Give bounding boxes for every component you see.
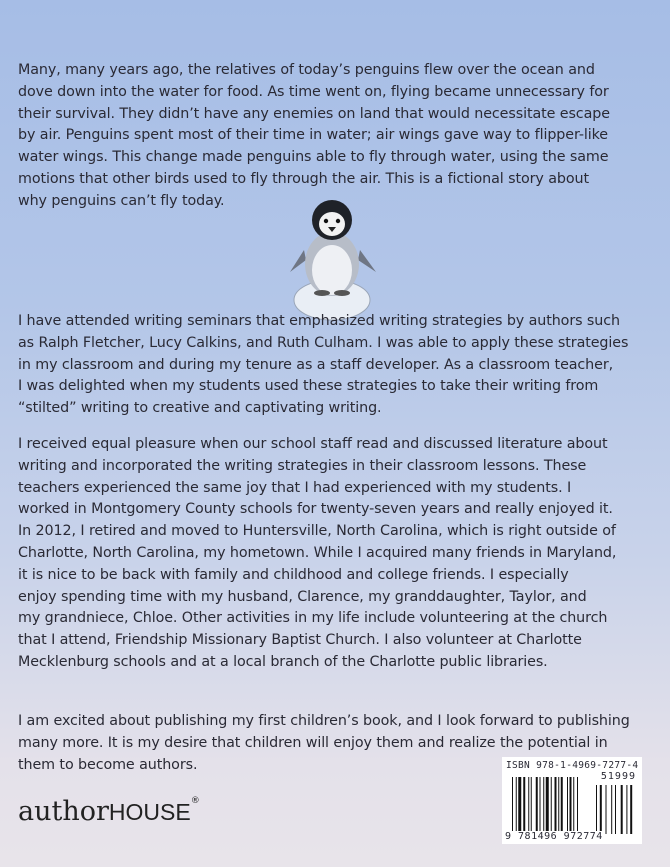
penguin-illustration: [282, 192, 382, 324]
barcode-bar: [577, 777, 578, 834]
text-line: in my classroom and during my tenure as a staff developer. As a classroom teacher,: [18, 356, 614, 373]
text-line: worked in Montgomery County schools for twenty-seven years and really enjoyed it.: [18, 501, 613, 518]
isbn-barcode: [502, 757, 642, 844]
barcode-bar: [516, 777, 517, 834]
text-line: I have attended writing seminars that emphasized writing strategies by authors such: [18, 313, 620, 329]
barcode-bar: [570, 777, 572, 834]
text-line: water wings. This change made penguins able to fly through water, using the same: [18, 149, 609, 166]
text-line: Mecklenburg schools and at a local branch of the Charlotte public libraries.: [18, 653, 548, 670]
barcode-bar: [531, 777, 532, 834]
publisher-logo: [18, 793, 200, 827]
barcode-bar: [546, 777, 549, 834]
text-line: I was delighted when my students used these strategies to take their writing from: [18, 378, 599, 395]
text-line: I am excited about publishing my first children’s book, and I look forward to publishing: [18, 713, 630, 729]
price-code: 51999: [600, 771, 636, 782]
barcode-bar: [567, 777, 568, 834]
text-line: “stilted” writing to creative and captivating writing.: [18, 400, 382, 417]
text-line: it is nice to be back with family and childhood and college friends. I especially: [18, 566, 569, 583]
barcode-bar: [551, 777, 552, 834]
isbn-text: ISBN 978-1-4969-7277-4: [506, 760, 639, 771]
text-line: them to become authors.: [18, 756, 198, 773]
logo-text-house: HOUSE: [108, 799, 191, 825]
text-line: that I attend, Friendship Missionary Baptist Church. I also volunteer at Charlotte: [18, 632, 582, 649]
barcode-bar: [596, 785, 597, 834]
ean-number: 9 781496 972774: [505, 831, 603, 842]
barcode-bar: [611, 785, 612, 834]
barcode-bar: [523, 777, 525, 834]
text-line: as Ralph Fletcher, Lucy Calkins, and Ruth Culham. I was able to apply these strategies: [18, 334, 629, 351]
barcode-bar: [600, 785, 602, 834]
barcode-bar: [561, 777, 563, 834]
barcode-bar: [555, 777, 557, 834]
text-line: by air. Penguins spent most of their time in water; air wings gave way to flipper-like: [18, 127, 609, 144]
logo-text-author: author: [18, 796, 109, 827]
text-line: Many, many years ago, the relatives of today’s penguins flew over the ocean and: [18, 62, 595, 78]
text-line: teachers experienced the same joy that I had experienced with my students. I: [18, 479, 572, 496]
barcode-bar: [558, 777, 559, 834]
text-line: many more. It is my desire that children will enjoy them and realize the potential in: [18, 734, 608, 751]
intro-paragraph: [18, 60, 610, 213]
barcode-bar: [543, 777, 544, 834]
barcode-bar: [528, 777, 529, 834]
barcode-bar: [573, 777, 574, 834]
author-paragraph-2: [18, 434, 616, 674]
text-line: their survival. They didn’t have any enemies on land that would necessitate escape: [18, 105, 610, 122]
text-line: I received equal pleasure when our school staff read and discussed literature about: [18, 436, 608, 452]
text-line: my grandniece, Chloe. Other activities in my life include volunteering at the church: [18, 610, 608, 627]
text-line: why penguins can’t fly today.: [18, 192, 225, 209]
barcode-bar: [621, 785, 623, 834]
text-line: In 2012, I retired and moved to Huntersville, North Carolina, which is right outside of: [18, 523, 616, 540]
barcode-bar: [536, 777, 538, 834]
text-line: dove down into the water for food. As time went on, flying became unnecessary for: [18, 83, 609, 100]
barcode-bar: [518, 777, 521, 834]
barcode-bar: [630, 785, 632, 834]
barcode-bar: [615, 785, 616, 834]
barcode-bar: [606, 785, 607, 834]
text-line: Charlotte, North Carolina, my hometown. While I acquired many friends in Maryland,: [18, 544, 617, 561]
registered-mark: ®: [190, 796, 200, 806]
barcode-bar: [626, 785, 627, 834]
text-line: writing and incorporated the writing strategies in their classroom lessons. These: [18, 457, 587, 474]
barcode-bar: [512, 777, 513, 834]
text-line: motions that other birds used to fly through the air. This is a fictional story about: [18, 170, 589, 187]
text-line: enjoy spending time with my husband, Clarence, my granddaughter, Taylor, and: [18, 588, 587, 605]
barcode-bar: [540, 777, 541, 834]
author-paragraph-1: [18, 311, 628, 420]
